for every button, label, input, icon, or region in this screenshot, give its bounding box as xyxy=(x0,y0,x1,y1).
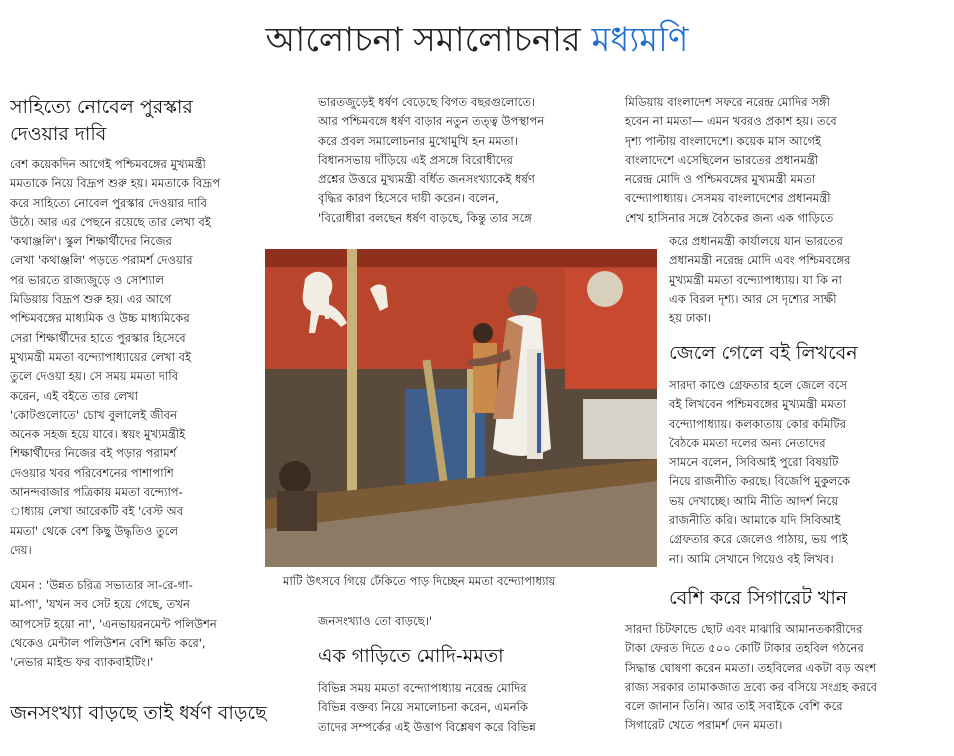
article-jail-para: সারদা কাণ্ডে গ্রেফতার হলে জেলে বসে বই লিখবেন পশ্চিমবঙ্গের মুখ্যমন্ত্রী মমতা বন্দ্যোপাধ্যায়। কলকাতায় কোর কমিটির বৈঠকে মমতা দলের অন্য নেতাদের সামনে বলেন, সিবিআই পুরো বিষয়টি নিয়ে রাজনীতি করছে। বিজেপি মুকুলকে ভয় দেখাচ্ছে। আমি নীতি আদর্শ নিয়ে রাজনীতি করি। আমাকে যদি সিবিআই গ্রেফতার করে জেলেও পাঠায়, ভয় পাই না। আমি সেখানে গিয়েও বই লিখব। xyxy=(669,378,851,566)
heading-modi-mamata-car: এক গাড়িতে মোদি-মমতা xyxy=(318,645,504,667)
article-population-para-1: ভারতজুড়েই ধর্ষণ বেড়েছে বিগত বছরগুলোতে। আর পশ্চিমবঙ্গে ধর্ষণ বাড়ার নতুন তত্ত্ব উপস্থাপন করে প্রবল সমালোচনার মুখোমুখি হন মমতা। বিধানসভায় দাঁড়িয়ে এই প্রসঙ্গে বিরোধীদের প্রশ্নের উত্তরে মুখ্যমন্ত্রী বর্ধিত জনসংখ্যাকেই ধর্ষণ বৃদ্ধির কারণ হিসেবে দায়ী করেন। বলেন, 'বিরোধীরা বলছেন ধর্ষণ বাড়ছে, কিন্তু তার সঙ্গে xyxy=(318,95,545,225)
column-1 xyxy=(10,94,295,148)
article-bangladesh-para-1-cont: করে প্রধানমন্ত্রী কার্যালয়ে যান ভারতের প্রধানমন্ত্রী নরেন্দ্র মোদি এবং পশ্চিমবঙ্গের মুখ্যমন্ত্রী মমতা বন্দ্যোপাধ্যায়। যা কি না এক বিরল দৃশ্য। আর সে দৃশ্যের সাক্ষী হয় ঢাকা। xyxy=(669,234,851,326)
page-title xyxy=(0,18,954,62)
heading-jail-book: জেলে গেলে বই লিখবেন xyxy=(669,342,858,364)
news-photo xyxy=(265,249,657,567)
article-cigarette-para: সারদা চিটফান্ডে ছোট এবং মাঝারি আমানতকারীদের টাকা ফেরত দিতে ৫০০ কোটি টাকার তহবিল গঠনের সিদ্ধান্ত ঘোষণা করেন মমতা। তহবিলের একটা বড় অংশ রাজ্য সরকার তামাকজাত দ্রব্যে কর বসিয়ে সংগ্রহ করবে বলে জানান তিনি। আর তাই সবাইকে বেশি করে সিগারেট খেতে পরামর্শ দেন মমতা। xyxy=(625,622,878,733)
article-nobel-para-2: যেমন : 'উন্নত চরিত্র সভ্যতার সা-রে-গা- মা-পা', 'যখন সব সেট হয়ে গেছে, তখন আপসেট হয়ো না', 'এনভায়রনমেন্ট পলিউশন থেকেও মেন্টাল পলিউশন বেশি ক্ষতি করে', 'নেভার মাইন্ড ফর ব্যাকবাইটিং।' xyxy=(10,578,217,670)
heading-nobel-prize: সাহিত্যে নোবেল পুরস্কার দেওয়ার দাবি xyxy=(10,96,193,145)
article-modi-mamata-para: বিভিন্ন সময় মমতা বন্দ্যোপাধ্যায় নরেন্দ্র মোদির বিভিন্ন বক্তব্য নিয়ে সমালোচনা করেন, এমনকি তাদের সম্পর্কের এই উত্তাপ বিশ্লেষণ করে বিভিন্ন xyxy=(318,681,536,734)
heading-cigarette: বেশি করে সিগারেট খান xyxy=(669,587,848,609)
title-accent: মধ্যমণি xyxy=(591,20,689,60)
heading-population-rape: জনসংখ্যা বাড়ছে তাই ধর্ষণ বাড়ছে xyxy=(10,702,267,724)
article-bangladesh-para-1: মিডিয়ায় বাংলাদেশ সফরে নরেন্দ্র মোদির সঙ্গী হবেন না মমতা— এমন খবরও প্রকাশ হয়। তবে দৃশ্য পাল্টায় বাংলাদেশে। কয়েক মাস আগেই বাংলাদেশে এসেছিলেন ভারতের প্রধানমন্ত্রী নরেন্দ্র মোদি ও পশ্চিমবঙ্গের মুখ্যমন্ত্রী মমতা বন্দ্যোপাধ্যায়। সেসময় বাংলাদেশের প্রধানমন্ত্রী শেখ হাসিনার সঙ্গে বৈঠকের জন্য এক গাড়িতে xyxy=(625,95,837,225)
title-main: আলোচনা সমালোচনার xyxy=(265,20,592,60)
article-population-para-1-end: জনসংখ্যাও তো বাড়ছে।' xyxy=(318,614,433,628)
article-nobel-para-1: বেশ কয়েকদিন আগেই পশ্চিমবঙ্গের মুখ্যমন্ত্রী মমতাকে নিয়ে বিদ্রূপ শুরু হয়। মমতাকে বিদ্রূপ করে সাহিত্যে নোবেল পুরস্কার দেওয়ার দাবি উঠে। আর এর পেছনে রয়েছে তার লেখা বই 'কথাঞ্জলি'। স্কুল শিক্ষার্থীদের নিজের লেখা 'কথাঞ্জলি' পড়তে পরামর্শ দেওয়ার পর ভারতে রাজ্যজুড়ে ও সোশ্যাল মিডিয়ায় বিদ্রূপ শুরু হয়। এর আগে পশ্চিমবঙ্গের মাধ্যমিক ও উচ্চ মাধ্যমিকের সেরা শিক্ষার্থীদের হাতে পুরস্কার হিসেবে মুখ্যমন্ত্রী মমতা বন্দ্যোপাধ্যায়ের লেখা বই তুলে দেওয়া হয়। সে সময় মমতা দাবি করেন, এই বইতে তার লেখা 'কোটগুলোতে' চোখ বুলালেই জীবন অনেক সহজ হয়ে যাবে। স্বয়ং মুখ্যমন্ত্রীই শিক্ষার্থীদের নিজের বই পড়ার পরামর্শ দেওয়ার খবর পরিবেশনের পাশাপাশি আনন্দবাজার পত্রিকায় মমতা বন্দ্যোপ- াধ্যায় লেখা আরেকটি বই 'বেস্ট অব মমতা' থেকে বেশ কিছু উদ্ধৃতিও তুলে দেয়। xyxy=(10,157,221,557)
photo-caption: মাটি উৎসবে গিয়ে ঢেঁকিতে পাড় দিচ্ছেন মমতা বন্দ্যোপাধ্যায় xyxy=(283,574,556,588)
